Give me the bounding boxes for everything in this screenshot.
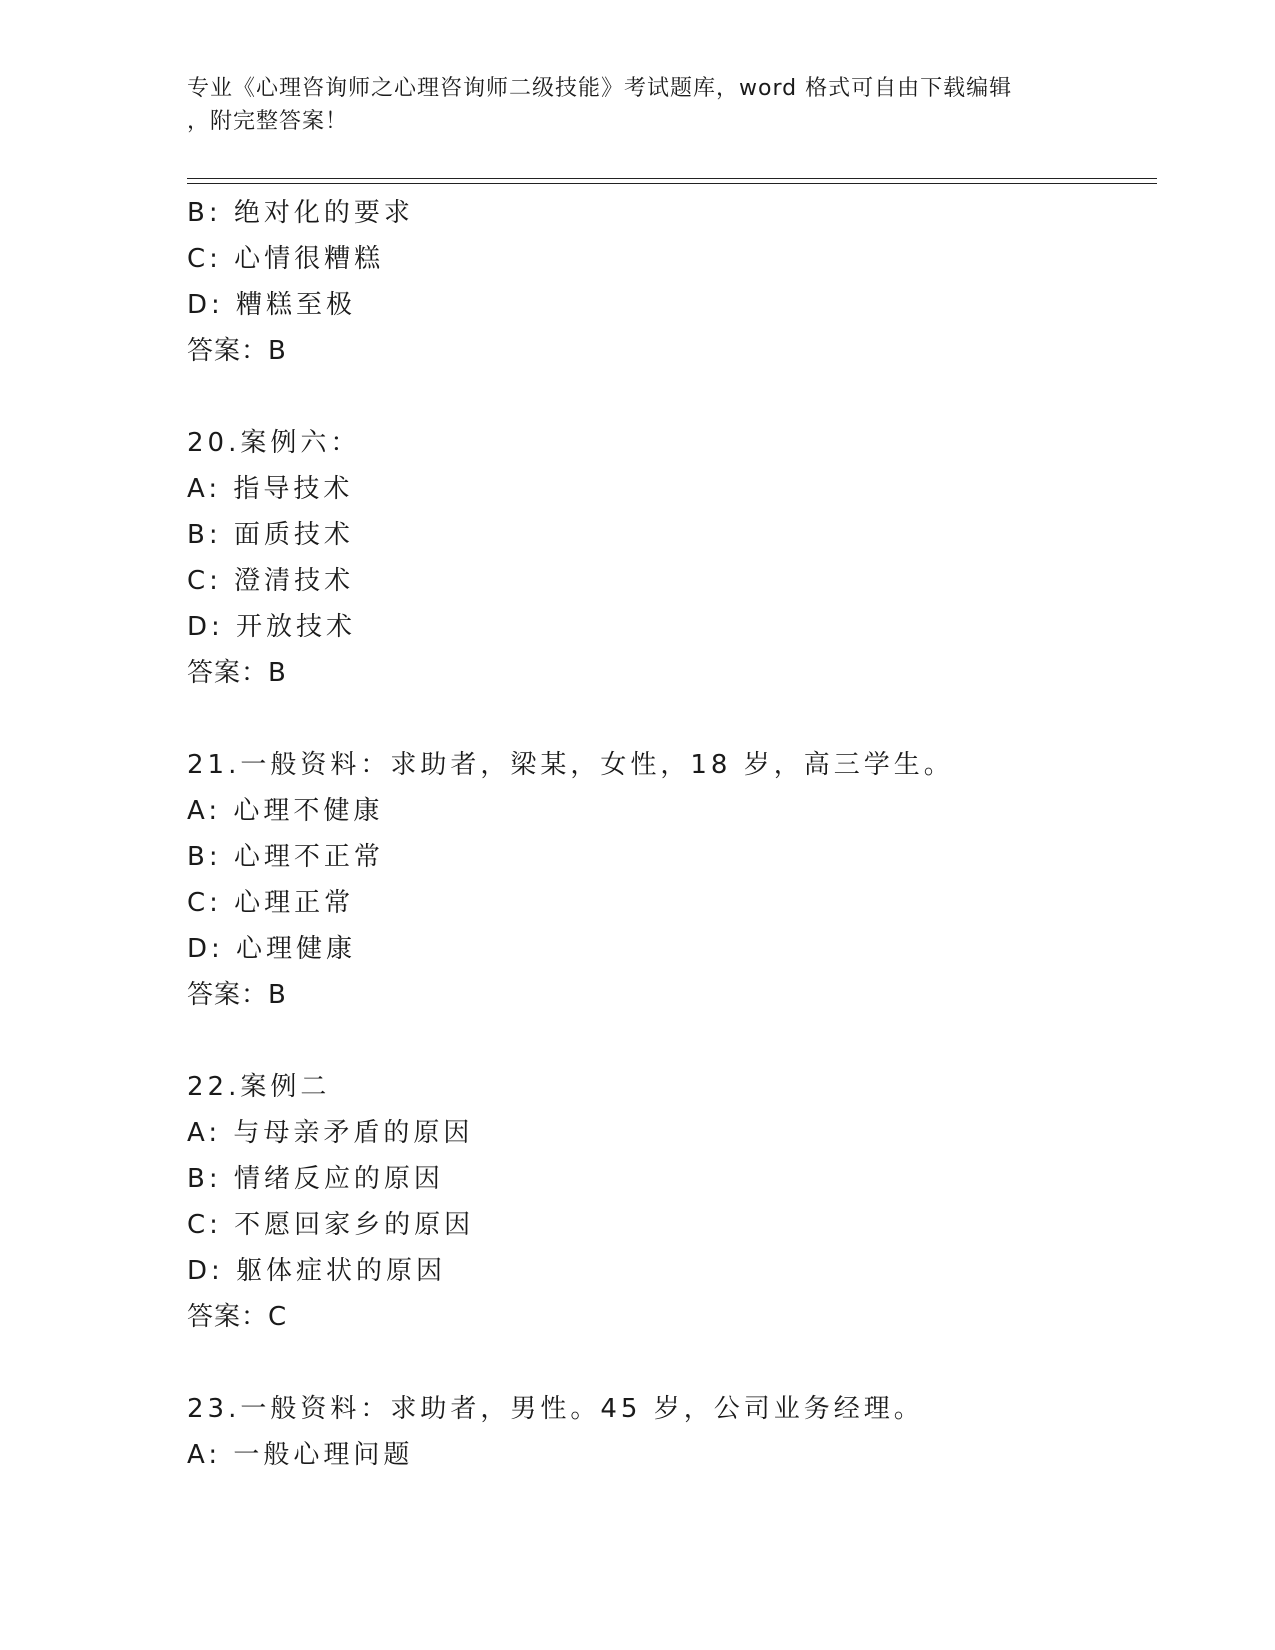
question-text: 22.案例二 <box>187 1072 331 1102</box>
spacer <box>187 1018 1157 1064</box>
option-d: D: 糟糕至极 <box>187 290 357 320</box>
option-a: A: 与母亲矛盾的原因 <box>187 1118 474 1148</box>
question-block <box>187 1386 1157 1478</box>
option-b: B: 绝对化的要求 <box>187 198 414 228</box>
option-a: A: 一般心理问题 <box>187 1440 414 1470</box>
document-header <box>187 72 1087 138</box>
answer-line: 答案：B <box>187 980 287 1010</box>
question-block <box>187 742 1157 1018</box>
option-a: A: 心理不健康 <box>187 796 384 826</box>
question-text: 20.案例六： <box>187 428 361 458</box>
question-text: 21.一般资料：求助者，梁某，女性，18 岁，高三学生。 <box>187 750 954 780</box>
option-b: B: 心理不正常 <box>187 842 384 872</box>
answer-line: 答案：B <box>187 658 287 688</box>
spacer <box>187 1340 1157 1386</box>
option-d: D: 开放技术 <box>187 612 357 642</box>
header-divider-top <box>187 178 1157 179</box>
option-c: C: 不愿回家乡的原因 <box>187 1210 475 1240</box>
question-block <box>187 420 1157 696</box>
option-d: D: 躯体症状的原因 <box>187 1256 447 1286</box>
option-b: B: 面质技术 <box>187 520 354 550</box>
question-list <box>187 190 1157 1478</box>
option-c: C: 澄清技术 <box>187 566 355 596</box>
question-block <box>187 1064 1157 1340</box>
option-c: C: 心理正常 <box>187 888 355 918</box>
header-line-1: 专业《心理咨询师之心理咨询师二级技能》考试题库，word 格式可自由下载编辑 <box>187 76 1013 101</box>
header-line-2: ，附完整答案！ <box>187 109 349 134</box>
option-a: A: 指导技术 <box>187 474 354 504</box>
answer-line: 答案：B <box>187 336 287 366</box>
option-d: D: 心理健康 <box>187 934 357 964</box>
question-text: 23.一般资料：求助者，男性。45 岁，公司业务经理。 <box>187 1394 924 1424</box>
answer-line: 答案：C <box>187 1302 288 1332</box>
spacer <box>187 374 1157 420</box>
question-block <box>187 190 1157 374</box>
option-b: B: 情绪反应的原因 <box>187 1164 444 1194</box>
option-c: C: 心情很糟糕 <box>187 244 385 274</box>
spacer <box>187 696 1157 742</box>
header-divider-bottom <box>187 183 1157 184</box>
